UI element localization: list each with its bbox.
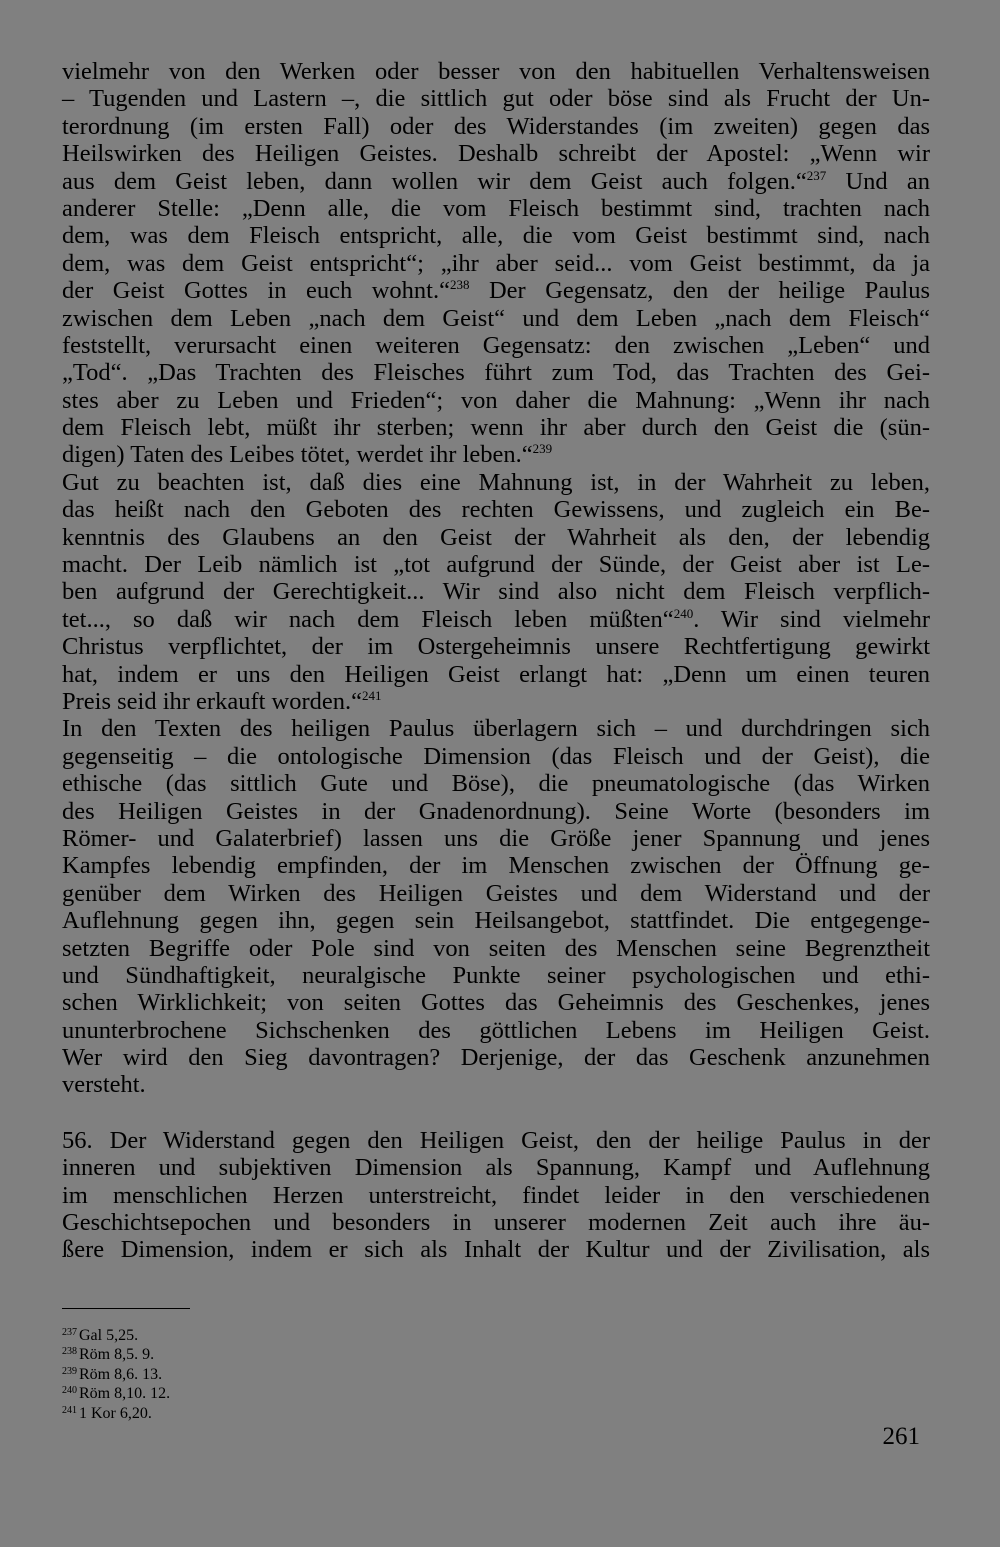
text-line bbox=[62, 825, 930, 852]
text-line bbox=[62, 1209, 930, 1236]
footnote-separator bbox=[62, 1308, 190, 1309]
text-line-content: In den Texten des heiligen Paulus überlagern sich – und durchdringen sich bbox=[62, 715, 930, 743]
text-line bbox=[62, 469, 930, 496]
text-line-content: ßere Dimension, indem er sich als Inhalt der Kultur und der Zivilisation, als bbox=[62, 1236, 930, 1264]
text-line-content: im menschlichen Herzen unterstreicht, findet leider in den verschiedenen bbox=[62, 1181, 930, 1209]
text-line-content: digen) Taten des Leibes tötet, werdet ihr leben.“ bbox=[62, 441, 533, 469]
footnote-text: Gal 5,25. bbox=[79, 1327, 139, 1344]
body-text bbox=[62, 58, 930, 1264]
text-line-continuation: . Wir sind vielmehr bbox=[693, 605, 930, 633]
footnote bbox=[62, 1326, 170, 1345]
text-line-content: tet..., so daß wir nach dem Fleisch leben müßten“ bbox=[62, 605, 674, 633]
text-line bbox=[62, 852, 930, 879]
text-line-content: Römer- und Galaterbrief) lassen uns die Größe jener Spannung und jenes bbox=[62, 824, 930, 852]
footnote-number: 241 bbox=[62, 1404, 77, 1416]
footnote-ref: 237 bbox=[806, 167, 827, 183]
text-line bbox=[62, 633, 930, 660]
text-line bbox=[62, 85, 930, 112]
text-line bbox=[62, 962, 930, 989]
footnote-text: 1 Kor 6,20. bbox=[79, 1404, 152, 1422]
text-line-content: Preis seid ihr erkauft worden.“ bbox=[62, 687, 363, 715]
footnote-number: 240 bbox=[62, 1385, 77, 1397]
text-line bbox=[62, 387, 930, 414]
text-line-content: „Tod“. „Das Trachten des Fleisches führt zum Tod, das Trachten des Gei- bbox=[62, 359, 930, 387]
footnote-ref: 238 bbox=[449, 277, 470, 293]
text-line bbox=[62, 305, 930, 332]
text-line bbox=[62, 1044, 930, 1071]
text-line-content: genüber dem Wirken des Heiligen Geistes und dem Widerstand und der bbox=[62, 879, 930, 907]
text-line bbox=[62, 140, 930, 167]
text-line bbox=[62, 277, 930, 304]
text-line bbox=[62, 58, 930, 85]
footnote-number: 239 bbox=[62, 1365, 77, 1377]
footnote-text: Röm 8,10. 12. bbox=[79, 1385, 171, 1403]
footnote bbox=[62, 1345, 170, 1364]
text-line-content: Kampfes lebendig empfinden, der im Menschen zwischen der Öffnung ge- bbox=[62, 852, 930, 880]
footnote-number: 238 bbox=[62, 1346, 77, 1358]
text-line bbox=[62, 1127, 930, 1154]
footnote bbox=[62, 1404, 170, 1423]
text-line bbox=[62, 935, 930, 962]
text-line-content: aus dem Geist leben, dann wollen wir dem Geist auch folgen.“ bbox=[62, 167, 807, 195]
text-line-content: anderer Stelle: „Denn alle, die vom Fleisch bestimmt sind, trachten nach bbox=[62, 194, 930, 222]
text-line bbox=[62, 332, 930, 359]
text-line bbox=[62, 1236, 930, 1263]
text-line bbox=[62, 250, 930, 277]
text-line-content: zwischen dem Leben „nach dem Geist“ und dem Leben „nach dem Fleisch“ bbox=[62, 304, 930, 332]
text-line-content: – Tugenden und Lastern –, die sittlich gut oder böse sind als Frucht der Un- bbox=[62, 85, 930, 113]
text-line bbox=[62, 441, 930, 468]
text-line bbox=[62, 1017, 930, 1044]
text-line bbox=[62, 1071, 930, 1098]
text-line bbox=[62, 715, 930, 742]
text-line-content: Gut zu beachten ist, daß dies eine Mahnung ist, in der Wahrheit zu leben, bbox=[62, 468, 930, 496]
text-line bbox=[62, 222, 930, 249]
text-line-content: Heilswirken des Heiligen Geistes. Deshalb schreibt der Apostel: „Wenn wir bbox=[62, 140, 930, 168]
text-line bbox=[62, 1154, 930, 1181]
text-line-content: des Heiligen Geistes in der Gnadenordnung). Seine Worte (besonders im bbox=[62, 797, 930, 825]
text-line-content: versteht. bbox=[62, 1071, 146, 1099]
text-line-content: gegenseitig – die ontologische Dimension (das Fleisch und der Geist), die bbox=[62, 742, 930, 770]
text-line bbox=[62, 578, 930, 605]
footnote bbox=[62, 1384, 170, 1403]
footnote-text: Röm 8,6. 13. bbox=[79, 1365, 163, 1383]
text-line-content: schen Wirklichkeit; von seiten Gottes das Geheimnis des Geschenkes, jenes bbox=[62, 989, 930, 1017]
footnote-ref: 241 bbox=[362, 687, 382, 703]
page-number: 261 bbox=[882, 1423, 920, 1450]
text-line-content: dem Fleisch lebt, müßt ihr sterben; wenn ihr aber durch den Geist die (sün- bbox=[62, 414, 930, 442]
text-line bbox=[62, 880, 930, 907]
text-line-content: Geschichtsepochen und besonders in unserer modernen Zeit auch ihre äu- bbox=[62, 1209, 930, 1237]
text-line bbox=[62, 113, 930, 140]
text-line-content: und Sündhaftigkeit, neuralgische Punkte seiner psychologischen und ethi- bbox=[62, 961, 930, 989]
text-line-content: ethische (das sittlich Gute und Böse), die pneumatologische (das Wirken bbox=[62, 770, 930, 798]
text-line-content: macht. Der Leib nämlich ist „tot aufgrund der Sünde, der Geist aber ist Le- bbox=[62, 551, 930, 579]
text-line-content: terordnung (im ersten Fall) oder des Widerstandes (im zweiten) gegen das bbox=[62, 112, 930, 140]
footnote-number: 237 bbox=[62, 1327, 77, 1338]
text-line-content: 56. Der Widerstand gegen den Heiligen Geist, den der heilige Paulus in der bbox=[62, 1126, 930, 1154]
footnote-text: Röm 8,5. 9. bbox=[79, 1346, 155, 1364]
footnote-ref: 239 bbox=[532, 441, 553, 457]
text-line bbox=[62, 524, 930, 551]
text-line bbox=[62, 661, 930, 688]
text-line bbox=[62, 414, 930, 441]
text-line-content: ben aufgrund der Gerechtigkeit... Wir sind also nicht dem Fleisch verpflich- bbox=[62, 578, 930, 606]
text-line bbox=[62, 195, 930, 222]
text-line-content: stes aber zu Leben und Frieden“; von daher die Mahnung: „Wenn ihr nach bbox=[62, 386, 930, 414]
footnote bbox=[62, 1365, 170, 1384]
text-line-content: Christus verpflichtet, der im Ostergeheimnis unsere Rechtfertigung gewirkt bbox=[62, 633, 930, 661]
text-line-content: vielmehr von den Werken oder besser von den habituellen Verhaltensweisen bbox=[62, 58, 930, 85]
text-line-content: setzten Begriffe oder Pole sind von seiten des Menschen seine Begrenztheit bbox=[62, 934, 930, 962]
paragraph-gap bbox=[62, 1099, 930, 1127]
footnote-ref: 240 bbox=[673, 605, 694, 621]
text-line bbox=[62, 551, 930, 578]
text-line-continuation: Und an bbox=[826, 167, 930, 195]
text-line bbox=[62, 168, 930, 195]
text-line bbox=[62, 743, 930, 770]
text-line bbox=[62, 606, 930, 633]
text-line-content: inneren und subjektiven Dimension als Spannung, Kampf und Auflehnung bbox=[62, 1154, 930, 1182]
text-line bbox=[62, 907, 930, 934]
text-line bbox=[62, 1182, 930, 1209]
text-line-content: Auflehnung gegen ihn, gegen sein Heilsangebot, stattfindet. Die entgegenge- bbox=[62, 907, 930, 935]
text-line bbox=[62, 496, 930, 523]
text-line-content: dem, was dem Geist entspricht“; „ihr aber seid... vom Geist bestimmt, da ja bbox=[62, 249, 930, 277]
text-line bbox=[62, 989, 930, 1016]
text-line bbox=[62, 798, 930, 825]
text-line-content: dem, was dem Fleisch entspricht, alle, die vom Geist bestimmt sind, nach bbox=[62, 222, 930, 250]
text-line bbox=[62, 770, 930, 797]
text-line-content: kenntnis des Glaubens an den Geist der Wahrheit als den, der lebendig bbox=[62, 523, 930, 551]
footnotes bbox=[62, 1326, 170, 1423]
text-line-content: das heißt nach den Geboten des rechten Gewissens, und zugleich ein Be- bbox=[62, 496, 930, 524]
text-line-continuation: Der Gegensatz, den der heilige Paulus bbox=[469, 277, 930, 305]
text-line bbox=[62, 359, 930, 386]
text-line-content: der Geist Gottes in euch wohnt.“ bbox=[62, 277, 450, 305]
text-line-content: ununterbrochene Sichschenken des göttlichen Lebens im Heiligen Geist. bbox=[62, 1016, 930, 1044]
text-line-content: Wer wird den Sieg davontragen? Derjenige, der das Geschenk anzunehmen bbox=[62, 1044, 930, 1072]
text-line-content: feststellt, verursacht einen weiteren Gegensatz: den zwischen „Leben“ und bbox=[62, 331, 930, 359]
text-line bbox=[62, 688, 930, 715]
text-line-content: hat, indem er uns den Heiligen Geist erlangt hat: „Denn um einen teuren bbox=[62, 660, 930, 688]
